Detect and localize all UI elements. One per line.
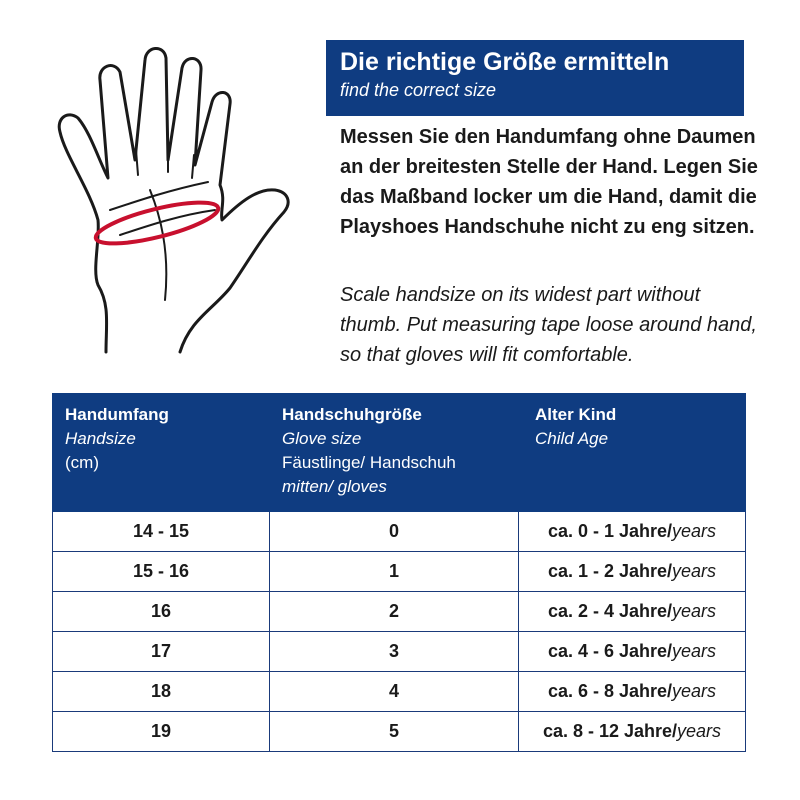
age-years: years [672, 521, 717, 541]
age-text: ca. 0 - 1 Jahre/ [547, 521, 673, 541]
table-row [52, 712, 746, 752]
instructions-german: Messen Sie den Handumfang ohne Daumen an der breitesten Stelle der Hand. Legen Sie das Maßband locker um die Hand, damit die Playshoes Handschuhe nicht zu eng sitzen. [340, 126, 758, 238]
cell-age [519, 592, 745, 631]
age-years: years [672, 681, 717, 701]
cell-handsize: 18 [53, 672, 270, 711]
cell-glove-size: 1 [270, 552, 519, 591]
column-title: Handschuhgröße [282, 405, 422, 424]
page-subtitle: find the correct size [340, 80, 497, 100]
column-subtitle: Glove size [282, 429, 362, 448]
cell-age [519, 512, 745, 551]
page-title: Die richtige Größe ermitteln [340, 48, 670, 76]
table-row [52, 512, 746, 552]
cell-handsize: 16 [53, 592, 270, 631]
column-title: Handumfang [65, 405, 169, 424]
column-header-child-age [535, 403, 616, 451]
age-text: ca. 2 - 4 Jahre/ [547, 601, 673, 621]
cell-handsize: 14 - 15 [53, 512, 270, 551]
age-years: years [672, 561, 717, 581]
column-title: Alter Kind [535, 405, 617, 424]
column-header-handsize [65, 403, 169, 475]
age-text: ca. 1 - 2 Jahre/ [547, 561, 673, 581]
column-subtitle: Handsize [65, 429, 136, 448]
hand-measuring-icon [40, 40, 310, 360]
table-row [52, 632, 746, 672]
column-header-glove-size [282, 403, 456, 499]
cell-handsize: 19 [53, 712, 270, 751]
cell-glove-size: 2 [270, 592, 519, 631]
table-row [52, 552, 746, 592]
table-row [52, 672, 746, 712]
column-extra-italic: mitten/ gloves [282, 477, 387, 496]
age-years: years [677, 721, 722, 741]
cell-age [519, 552, 745, 591]
age-text: ca. 4 - 6 Jahre/ [547, 641, 673, 661]
table-row [52, 592, 746, 632]
cell-age [519, 672, 745, 711]
cell-age [519, 712, 745, 751]
instructions-english: Scale handsize on its widest part without thumb. Put measuring tape loose around hand, so that gloves will fit comfortable. [340, 284, 757, 366]
age-years: years [672, 601, 717, 621]
column-unit: (cm) [65, 453, 99, 472]
age-text: ca. 6 - 8 Jahre/ [547, 681, 673, 701]
table-header [52, 393, 746, 512]
cell-glove-size: 3 [270, 632, 519, 671]
size-table [52, 393, 746, 752]
cell-glove-size: 5 [270, 712, 519, 751]
cell-handsize: 15 - 16 [53, 552, 270, 591]
cell-handsize: 17 [53, 632, 270, 671]
cell-glove-size: 0 [270, 512, 519, 551]
header-banner [326, 40, 744, 116]
age-years: years [672, 641, 717, 661]
cell-glove-size: 4 [270, 672, 519, 711]
column-extra: Fäustlinge/ Handschuh [282, 453, 456, 472]
column-subtitle: Child Age [535, 429, 609, 448]
age-text: ca. 8 - 12 Jahre/ [542, 721, 678, 741]
cell-age [519, 632, 745, 671]
